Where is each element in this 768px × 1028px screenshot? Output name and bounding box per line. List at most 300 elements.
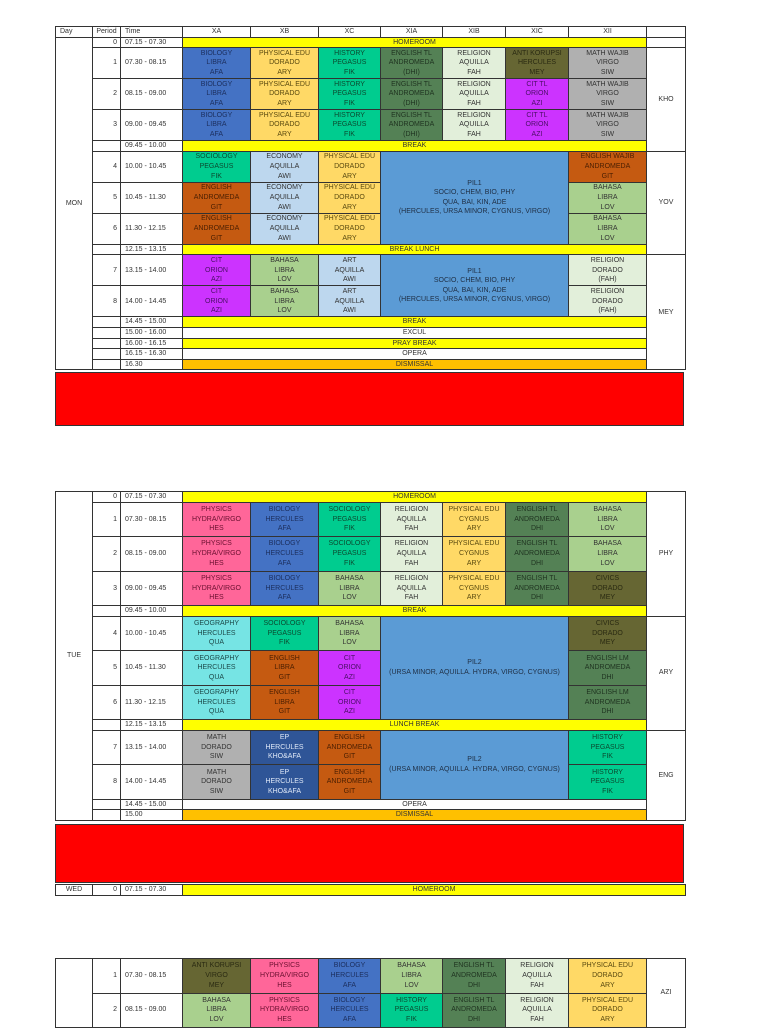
period-row <box>56 182 686 213</box>
class-cell <box>319 730 381 765</box>
subject-name: PHYSICAL EDU <box>323 153 376 161</box>
cell-line: LOV <box>600 525 615 533</box>
cell-line: ARY <box>466 525 482 533</box>
subject-name: PHYSICS <box>201 540 232 548</box>
subject-name: MATH WAJIB <box>586 49 629 57</box>
class-cell <box>569 502 647 537</box>
subject-name: EP <box>279 734 290 742</box>
cell-line: ORION <box>525 90 549 98</box>
class-cell <box>569 571 647 606</box>
subject-name: BAHASA <box>202 996 231 1004</box>
class-cell <box>251 213 319 244</box>
cell-line: ANDROMEDA <box>514 550 560 558</box>
subject-name: MATH WAJIB <box>586 80 629 88</box>
subject-name: ENGLISH TL <box>516 540 558 548</box>
cell-line: LIBRA <box>206 121 227 129</box>
cell-line: LIBRA <box>339 629 360 637</box>
time-slot: 10.45 - 11.30 <box>121 651 183 686</box>
cell-line: LOV <box>600 559 615 567</box>
class-cell <box>183 110 251 141</box>
cell-line: (DHI) <box>403 130 420 138</box>
break-row <box>56 37 686 48</box>
header-class-xb: XB <box>251 27 319 38</box>
cell-line: ANDROMEDA <box>193 193 240 201</box>
cell-line: AZI <box>344 673 355 681</box>
cell-line: PEGASUS <box>332 121 367 129</box>
subject-name: BAHASA <box>593 540 622 548</box>
cell-line: HERCULES <box>517 59 557 67</box>
cell-line: DORADO <box>201 778 232 786</box>
subject-name: PHYSICS <box>201 574 232 582</box>
cell-line: FAH <box>467 99 481 107</box>
subject-name: SOCIOLOGY <box>328 540 371 548</box>
header-class-xic: XIC <box>506 27 569 38</box>
cell-line: SOCIO, CHEM, BIO, PHY <box>433 277 516 285</box>
period-number: 1 <box>93 959 121 994</box>
period-number <box>93 141 121 152</box>
cell-line: AQUILLA <box>269 224 300 232</box>
class-cell <box>183 765 251 800</box>
cell-line: DHI <box>601 673 614 681</box>
class-cell <box>183 502 251 537</box>
class-cell <box>319 765 381 800</box>
cell-line: ANDROMEDA <box>388 90 435 98</box>
time-slot: 10.00 - 10.45 <box>121 616 183 651</box>
class-cell <box>569 151 647 182</box>
cell-line: DORADO <box>334 193 365 201</box>
banner-break-lunch: BREAK LUNCH <box>183 244 647 255</box>
cell-line: FIK <box>602 787 613 795</box>
cell-line: LIBRA <box>597 550 618 558</box>
period-number: 0 <box>93 492 121 503</box>
cell-line: DHI <box>467 981 481 989</box>
cell-line: AQUILLA <box>459 59 489 67</box>
cell-line: (DHI) <box>403 68 420 76</box>
cell-line: QUA, BAI, KIN, ADE <box>442 198 507 206</box>
class-cell <box>506 571 569 606</box>
cell-line: AWI <box>343 276 356 284</box>
class-cell <box>443 993 506 1028</box>
time-slot: 14.45 - 15.00 <box>121 799 183 810</box>
pil-block <box>381 151 569 244</box>
cell-line: QUA <box>208 673 225 681</box>
cell-line: AQUILLA <box>522 971 552 979</box>
period-row <box>56 730 686 765</box>
class-cell <box>569 182 647 213</box>
cell-line: (DHI) <box>403 99 420 107</box>
cell-line: MEY <box>599 639 616 647</box>
cell-line: HES <box>209 525 224 533</box>
cell-line: HES <box>209 594 224 602</box>
break-row <box>56 606 686 617</box>
break-row <box>56 492 686 503</box>
class-cell <box>251 537 319 572</box>
subject-name: PHYSICAL EDU <box>323 215 376 223</box>
break-row <box>56 359 686 370</box>
time-slot: 09.00 - 09.45 <box>121 571 183 606</box>
subject-name: ENGLISH TL <box>391 111 432 119</box>
class-cell <box>319 182 381 213</box>
cell-line: FIK <box>406 1016 417 1024</box>
class-cell <box>319 685 381 720</box>
period-row <box>56 571 686 606</box>
cell-line: DORADO <box>269 121 300 129</box>
class-cell <box>319 537 381 572</box>
cell-line: HERCULES <box>197 664 236 672</box>
class-cell <box>251 651 319 686</box>
time-slot: 16.00 - 16.15 <box>121 338 183 349</box>
cell-line: ARY <box>600 981 615 989</box>
time-slot: 07.30 - 08.15 <box>121 502 183 537</box>
period-row <box>56 537 686 572</box>
period-row <box>56 959 686 994</box>
banner-dismissal: DISMISSAL <box>183 810 647 821</box>
cell-line: AWI <box>278 234 291 242</box>
cell-line: ARY <box>342 234 357 242</box>
subject-name: BAHASA <box>335 620 364 628</box>
subject-name: RELIGION <box>590 287 625 295</box>
class-cell <box>569 730 647 765</box>
class-cell <box>251 765 319 800</box>
class-cell <box>183 286 251 317</box>
class-cell <box>506 959 569 994</box>
cell-line: SOCIO, CHEM, BIO, PHY <box>433 189 516 197</box>
subject-name: HISTORY <box>334 80 365 88</box>
subject-name: RELIGION <box>520 996 554 1004</box>
time-slot: 14.00 - 14.45 <box>121 765 183 800</box>
cell-line: HES <box>277 1016 292 1024</box>
cell-line: ANDROMEDA <box>193 224 240 232</box>
cell-line: ANDROMEDA <box>514 515 560 523</box>
class-cell <box>319 151 381 182</box>
class-cell <box>183 213 251 244</box>
class-cell <box>183 79 251 110</box>
class-cell <box>569 651 647 686</box>
subject-name: BAHASA <box>397 962 426 970</box>
cell-line: LIBRA <box>206 90 227 98</box>
class-cell <box>569 959 647 994</box>
break-row <box>56 349 686 360</box>
class-cell <box>319 213 381 244</box>
subject-name: ENGLISH <box>201 184 232 192</box>
cell-line: AQUILLA <box>396 515 427 523</box>
period-number: 3 <box>93 571 121 606</box>
cell-line: AQUILLA <box>334 297 365 305</box>
subject-name: BAHASA <box>270 287 299 295</box>
subject-name: ENGLISH TL <box>453 996 495 1004</box>
period-number: 0 <box>93 885 121 896</box>
subject-name: ECONOMY <box>266 184 303 192</box>
break-row <box>56 338 686 349</box>
period-number: 2 <box>93 993 121 1028</box>
class-cell <box>506 110 569 141</box>
time-slot: 07.15 - 07.30 <box>121 885 183 896</box>
class-cell <box>319 502 381 537</box>
class-cell <box>183 255 251 286</box>
cell-line: LOV <box>342 594 357 602</box>
period-number <box>93 359 121 370</box>
banner-opera: OPERA <box>183 349 647 360</box>
subject-name: BIOLOGY <box>268 505 301 513</box>
time-slot: 11.30 - 12.15 <box>121 685 183 720</box>
period-row <box>56 616 686 651</box>
cell-line: DHI <box>601 708 614 716</box>
cell-line: QUA, BAI, KIN, ADE <box>442 286 507 294</box>
cell-line: ANDROMEDA <box>388 59 435 67</box>
class-cell <box>183 993 251 1028</box>
time-slot: 07.15 - 07.30 <box>121 37 183 48</box>
banner-break: BREAK <box>183 317 647 328</box>
header-day: Day <box>56 27 93 38</box>
header-class-xib: XIB <box>443 27 506 38</box>
cell-line: AQUILLA <box>396 584 427 592</box>
duty-teacher: MEY <box>647 255 686 370</box>
cell-line: AZI <box>344 708 355 716</box>
class-cell <box>381 993 443 1028</box>
cell-line: (URSA MINOR, AQUILLA. HYDRA, VIRGO, CYGNUS) <box>389 668 560 676</box>
class-cell <box>251 48 319 79</box>
cell-line: LIBRA <box>274 698 295 706</box>
cell-line: LOV <box>600 234 615 242</box>
cell-line: HERCULES <box>265 550 304 558</box>
period-number: 3 <box>93 110 121 141</box>
cell-line: ARY <box>277 130 292 138</box>
class-cell <box>251 286 319 317</box>
period-number <box>93 720 121 731</box>
period-number: 2 <box>93 537 121 572</box>
cell-line: ANDROMEDA <box>584 664 631 672</box>
cell-line: AWI <box>343 307 356 315</box>
class-cell <box>319 79 381 110</box>
subject-name: BAHASA <box>335 574 364 582</box>
header-period: Period <box>93 27 121 38</box>
cell-line: AFA <box>342 981 357 989</box>
subject-name: MATH <box>206 734 227 742</box>
duty-teacher: YOV <box>647 151 686 255</box>
period-row <box>56 110 686 141</box>
subject-name: SOCIOLOGY <box>195 153 238 161</box>
cell-line: AQUILLA <box>269 193 300 201</box>
subject-name: BAHASA <box>593 215 622 223</box>
cell-line: HES <box>277 981 292 989</box>
time-slot: 07.30 - 08.15 <box>121 48 183 79</box>
period-number: 7 <box>93 730 121 765</box>
time-slot: 07.30 - 08.15 <box>121 959 183 994</box>
break-row <box>56 141 686 152</box>
cell-line: HERCULES <box>330 971 369 979</box>
cell-line: GIT <box>210 203 223 211</box>
period-number: 8 <box>93 286 121 317</box>
cell-line: LIBRA <box>401 971 422 979</box>
banner-break: BREAK <box>183 141 647 152</box>
banner-homeroom: HOMEROOM <box>183 885 686 896</box>
class-cell <box>443 48 506 79</box>
cell-line: AWI <box>278 172 291 180</box>
subject-name: ENGLISH TL <box>391 49 432 57</box>
header-time: Time <box>121 27 183 38</box>
cell-line: DHI <box>530 559 544 567</box>
cell-line: ORION <box>205 266 228 274</box>
cell-line: AQUILLA <box>459 121 489 129</box>
cell-line: DORADO <box>592 297 623 305</box>
time-slot: 10.45 - 11.30 <box>121 182 183 213</box>
subject-name: PHYSICAL EDU <box>581 996 634 1004</box>
subject-name: PHYSICAL EDU <box>448 574 500 582</box>
class-cell <box>251 255 319 286</box>
cell-line: GIT <box>343 787 356 795</box>
subject-name: BIOLOGY <box>200 111 233 119</box>
class-cell <box>251 502 319 537</box>
subject-name: PHYSICS <box>269 996 300 1004</box>
class-cell <box>319 48 381 79</box>
period-row <box>56 685 686 720</box>
cell-line: FIK <box>344 525 355 533</box>
cell-line: GIT <box>343 753 356 761</box>
time-slot: 14.00 - 14.45 <box>121 286 183 317</box>
subject-name: PHYSICAL EDU <box>581 962 634 970</box>
cell-line: HERCULES <box>265 584 304 592</box>
class-cell <box>319 993 381 1028</box>
time-slot: 14.45 - 15.00 <box>121 317 183 328</box>
subject-name: CIT TL <box>526 111 548 119</box>
class-cell <box>569 255 647 286</box>
cell-line: ANDROMEDA <box>326 778 373 786</box>
cell-line: FIK <box>344 68 355 76</box>
red-separator <box>55 372 684 426</box>
cell-line: LIBRA <box>597 224 618 232</box>
class-cell <box>381 79 443 110</box>
cell-line: AFA <box>277 559 292 567</box>
subject-name: PHYSICAL EDU <box>323 184 376 192</box>
class-cell <box>443 79 506 110</box>
cell-line: PEGASUS <box>590 778 625 786</box>
subject-name: PIL2 <box>467 659 482 667</box>
class-cell <box>443 571 506 606</box>
class-cell <box>569 110 647 141</box>
pil-block <box>381 616 569 720</box>
pil-block <box>381 255 569 317</box>
class-cell <box>569 765 647 800</box>
subject-name: RELIGION <box>394 540 429 548</box>
subject-name: RELIGION <box>457 49 491 57</box>
subject-name: GEOGRAPHY <box>193 620 240 628</box>
class-cell <box>183 685 251 720</box>
period-row <box>56 213 686 244</box>
class-cell <box>183 959 251 994</box>
duty-teacher: PHY <box>647 492 686 617</box>
class-cell <box>443 537 506 572</box>
cell-line: KHO&AFA <box>267 787 302 795</box>
cell-line: HERCULES <box>330 1006 369 1014</box>
cell-line: ORION <box>525 121 549 129</box>
subject-name: RELIGION <box>457 111 491 119</box>
cell-line: HYDRA/VIRGO <box>191 515 241 523</box>
class-cell <box>506 537 569 572</box>
class-cell <box>251 685 319 720</box>
time-slot: 15.00 <box>121 810 183 821</box>
cell-line: DORADO <box>592 971 623 979</box>
subject-name: SOCIOLOGY <box>328 505 371 513</box>
break-row <box>56 317 686 328</box>
period-number <box>93 810 121 821</box>
class-cell <box>569 48 647 79</box>
day-cell <box>56 959 93 1028</box>
period-number <box>93 327 121 338</box>
class-cell <box>319 651 381 686</box>
period-number: 2 <box>93 79 121 110</box>
class-cell <box>319 959 381 994</box>
cell-line: HYDRA/VIRGO <box>191 584 241 592</box>
period-number: 6 <box>93 685 121 720</box>
cell-line: PEGASUS <box>332 515 367 523</box>
cell-line: VIRGO <box>596 121 619 129</box>
class-cell <box>381 48 443 79</box>
subject-name: CIVICS <box>595 620 620 628</box>
class-cell <box>251 110 319 141</box>
cell-line: HYDRA/VIRGO <box>259 1006 309 1014</box>
class-cell <box>183 182 251 213</box>
cell-line: LIBRA <box>597 515 618 523</box>
subject-name: BIOLOGY <box>200 49 233 57</box>
cell-line: QUA <box>208 639 225 647</box>
break-row <box>56 885 686 896</box>
subject-name: ANTI KORUPSI <box>512 49 562 57</box>
cell-line: ANDROMEDA <box>584 162 631 170</box>
cell-line: ARY <box>600 1016 615 1024</box>
cell-line: DORADO <box>592 584 623 592</box>
cell-line: DORADO <box>592 629 623 637</box>
subject-name: ENGLISH <box>201 215 232 223</box>
cell-line: MEY <box>599 594 616 602</box>
subject-name: ENGLISH LM <box>586 654 629 662</box>
period-number: 6 <box>93 213 121 244</box>
period-row <box>56 151 686 182</box>
subject-name: ENGLISH <box>334 768 365 776</box>
cell-line: KHO&AFA <box>267 753 302 761</box>
subject-name: CIT TL <box>526 80 548 88</box>
time-slot: 08.15 - 09.00 <box>121 79 183 110</box>
subject-name: ANTI KORUPSI <box>191 962 242 970</box>
cell-line: HERCULES <box>265 743 304 751</box>
cell-line: DORADO <box>201 743 232 751</box>
period-number: 7 <box>93 255 121 286</box>
subject-name: ENGLISH TL <box>516 574 558 582</box>
cell-line: FIK <box>344 130 355 138</box>
period-number <box>93 349 121 360</box>
class-cell <box>251 959 319 994</box>
cell-line: LIBRA <box>339 584 360 592</box>
time-slot: 13.15 - 14.00 <box>121 255 183 286</box>
banner-excul: EXCUL <box>183 327 647 338</box>
cell-line: PEGASUS <box>332 550 367 558</box>
class-cell <box>183 616 251 651</box>
subject-name: PIL1 <box>467 179 482 187</box>
subject-name: EP <box>279 768 290 776</box>
class-cell <box>381 110 443 141</box>
subject-name: ENGLISH <box>334 734 365 742</box>
class-cell <box>443 110 506 141</box>
wednesday-schedule <box>55 958 685 1028</box>
subject-name: BIOLOGY <box>333 996 366 1004</box>
class-cell <box>506 993 569 1028</box>
class-cell <box>381 959 443 994</box>
tuesday-schedule <box>55 491 685 821</box>
subject-name: HISTORY <box>334 111 365 119</box>
period-row <box>56 993 686 1028</box>
subject-name: MATH WAJIB <box>586 111 629 119</box>
subject-name: HISTORY <box>334 49 365 57</box>
cell-line: ORION <box>205 297 228 305</box>
